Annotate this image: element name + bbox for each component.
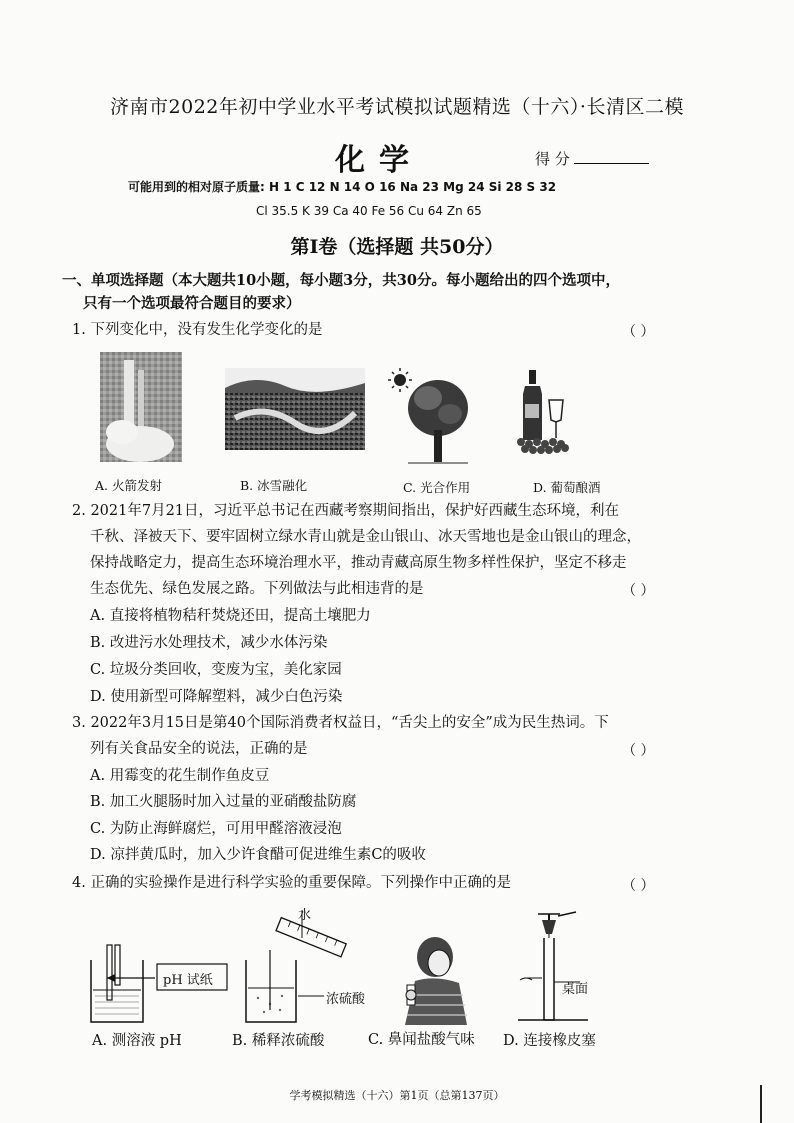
q1-stem: 1. 下列变化中，没有发生化学变化的是	[72, 322, 323, 338]
q2-option-a: A. 直接将植物秸秆焚烧还田，提高土壤肥力	[90, 608, 371, 624]
q3-option-c: C. 为防止海鲜腐烂，可用甲醛溶液浸泡	[90, 821, 342, 837]
q2-option-d: D. 使用新型可降解塑料，减少白色污染	[90, 689, 343, 705]
grape-wine-image	[515, 370, 573, 456]
q1-option-b: B. 冰雪融化	[240, 478, 308, 493]
q2-answer-paren: （ ）	[622, 583, 655, 599]
q2-line-1: 2. 2021年7月21日，习近平总书记在西藏考察期间指出，保护好西藏生态环境，利在	[72, 503, 620, 519]
desk-label: 桌面	[562, 982, 589, 997]
smell-hcl-diagram	[395, 935, 475, 1027]
q2-line-3: 保持战略定力，提高生态环境治理水平，推动青藏高原生物多样性保护，坚定不移走	[90, 555, 627, 571]
dilute-acid-diagram	[240, 910, 370, 1025]
q3-option-d: D. 凉拌黄瓜时，加入少许食醋可促进维生素C的吸收	[90, 847, 426, 863]
q1-option-a: A. 火箭发射	[95, 478, 162, 493]
q3-answer-paren: （ ）	[622, 743, 655, 759]
q4-option-a: A. 测溶液 pH	[92, 1033, 182, 1049]
q1-option-c: C. 光合作用	[403, 480, 471, 495]
subject-title: 化学	[335, 143, 423, 178]
scan-edge-mark	[760, 1085, 762, 1123]
conc-acid-label: 浓硫酸	[326, 992, 366, 1007]
score-field	[535, 148, 649, 169]
q2-option-c: C. 垃圾分类回收，变废为宝，美化家园	[90, 662, 342, 678]
q4-answer-paren: （ ）	[622, 878, 655, 894]
photosynthesis-tree-image	[388, 368, 470, 466]
q1-answer-paren: （ ）	[622, 324, 655, 340]
ice-snow-melting-image	[225, 368, 365, 450]
ph-paper-label: pH 试纸	[163, 973, 213, 988]
q4-option-c: C. 鼻闻盐酸气味	[368, 1032, 475, 1048]
q2-line-2: 千秋、泽被天下、要牢固树立绿水青山就是金山银山、冰天雪地也是金山银山的理念，	[90, 529, 641, 545]
rubber-stopper-diagram	[518, 908, 598, 1028]
q3-line-2: 列有关食品安全的说法，正确的是	[90, 741, 308, 757]
score-label: 得 分	[535, 150, 570, 168]
score-blank	[574, 149, 649, 164]
q3-option-b: B. 加工火腿肠时加入过量的亚硝酸盐防腐	[90, 794, 357, 810]
q2-option-b: B. 改进污水处理技术，减少水体污染	[90, 635, 328, 651]
atomic-masses-line2: Cl 35.5 K 39 Ca 40 Fe 56 Cu 64 Zn 65	[256, 204, 482, 218]
water-label: 水	[298, 908, 312, 923]
q4-option-b: B. 稀释浓硫酸	[232, 1033, 325, 1049]
section-instruction-2: 只有一个选项最符合题目的要求）	[83, 295, 301, 312]
rocket-launch-image	[100, 352, 182, 462]
q4-stem: 4. 正确的实验操作是进行科学实验的重要保障。下列操作中正确的是	[72, 875, 511, 891]
volume-heading: 第Ⅰ卷（选择题 共50分）	[290, 236, 504, 258]
exam-title: 济南市2022年初中学业水平考试模拟试题精选（十六）·长清区二模	[110, 96, 684, 118]
q3-line-1: 3. 2022年3月15日是第40个国际消费者权益日，“舌尖上的安全”成为民生热词。下	[72, 715, 609, 731]
section-instruction-1: 一、单项选择题（本大题共10小题，每小题3分，共30分。每小题给出的四个选项中，	[62, 272, 620, 289]
q4-option-d: D. 连接橡皮塞	[503, 1033, 596, 1049]
page-footer: 学考模拟精选（十六）第1页（总第137页）	[289, 1089, 505, 1102]
atomic-masses-line1: 可能用到的相对原子质量: H 1 C 12 N 14 O 16 Na 23 Mg 24 Si 28 S 32	[128, 180, 557, 194]
q1-option-d: D. 葡萄酿酒	[533, 480, 601, 495]
q2-line-4: 生态优先、绿色发展之路。下列做法与此相违背的是	[90, 581, 424, 597]
q3-option-a: A. 用霉变的花生制作鱼皮豆	[90, 768, 270, 784]
